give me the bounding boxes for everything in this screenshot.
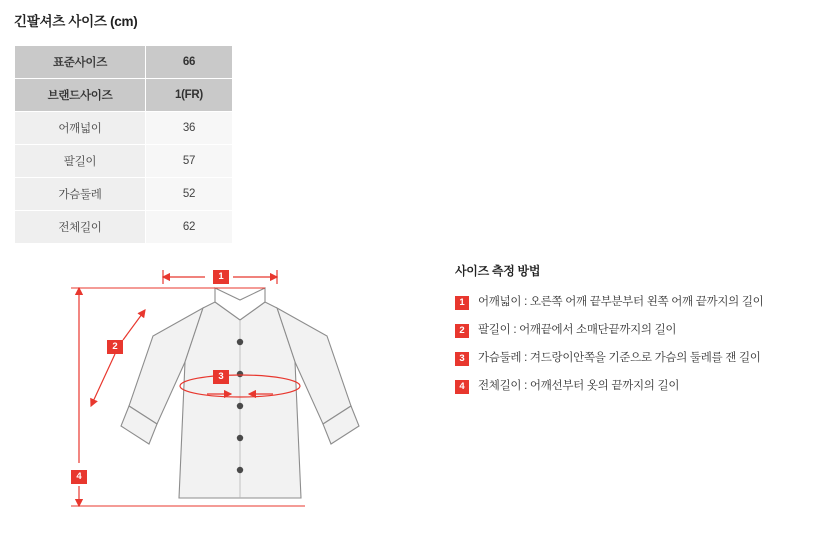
table-row	[15, 46, 233, 79]
size-table-body	[15, 46, 233, 244]
guide-badge-3: 3	[455, 352, 469, 366]
row-value: 36	[146, 112, 233, 145]
row-label: 팔길이	[15, 145, 146, 178]
guide-text-4: 전체길이 : 어깨선부터 옷의 끝까지의 길이	[478, 380, 680, 392]
measurement-guide	[455, 262, 815, 407]
table-row	[15, 211, 233, 244]
row-label: 표준사이즈	[15, 46, 146, 79]
shirt-illustration	[55, 258, 425, 538]
diagram-badge-4: 4	[71, 470, 87, 484]
row-label: 브랜드사이즈	[15, 79, 146, 112]
diagram-badge-1: 1	[213, 270, 229, 284]
page-title: 긴팔셔츠 사이즈 (cm)	[14, 14, 138, 29]
guide-badge-2: 2	[455, 324, 469, 338]
diagram-badge-3: 3	[213, 370, 229, 384]
guide-item-2	[455, 323, 815, 338]
guide-item-1	[455, 295, 815, 310]
row-value: 62	[146, 211, 233, 244]
guide-text-2: 팔길이 : 어깨끝에서 소매단끝까지의 길이	[478, 324, 677, 336]
row-value: 52	[146, 178, 233, 211]
row-value: 1(FR)	[146, 79, 233, 112]
guide-badge-4: 4	[455, 380, 469, 394]
guide-item-4	[455, 379, 815, 394]
row-label: 전체길이	[15, 211, 146, 244]
shirt-measurement-diagram	[55, 258, 425, 538]
table-row	[15, 79, 233, 112]
guide-text-1: 어깨넓이 : 오른쪽 어깨 끝부분부터 왼쪽 어깨 끝까지의 길이	[478, 296, 764, 308]
size-table	[14, 45, 233, 244]
guide-text-3: 가슴둘레 : 겨드랑이안쪽을 기준으로 가슴의 둘레를 잰 길이	[478, 352, 761, 364]
guide-badge-1: 1	[455, 296, 469, 310]
row-label: 어깨넓이	[15, 112, 146, 145]
row-value: 57	[146, 145, 233, 178]
table-row	[15, 112, 233, 145]
table-row	[15, 178, 233, 211]
guide-item-3	[455, 351, 815, 366]
table-row	[15, 145, 233, 178]
row-label: 가슴둘레	[15, 178, 146, 211]
row-value: 66	[146, 46, 233, 79]
diagram-badge-2: 2	[107, 340, 123, 354]
guide-title: 사이즈 측정 방법	[455, 264, 541, 278]
